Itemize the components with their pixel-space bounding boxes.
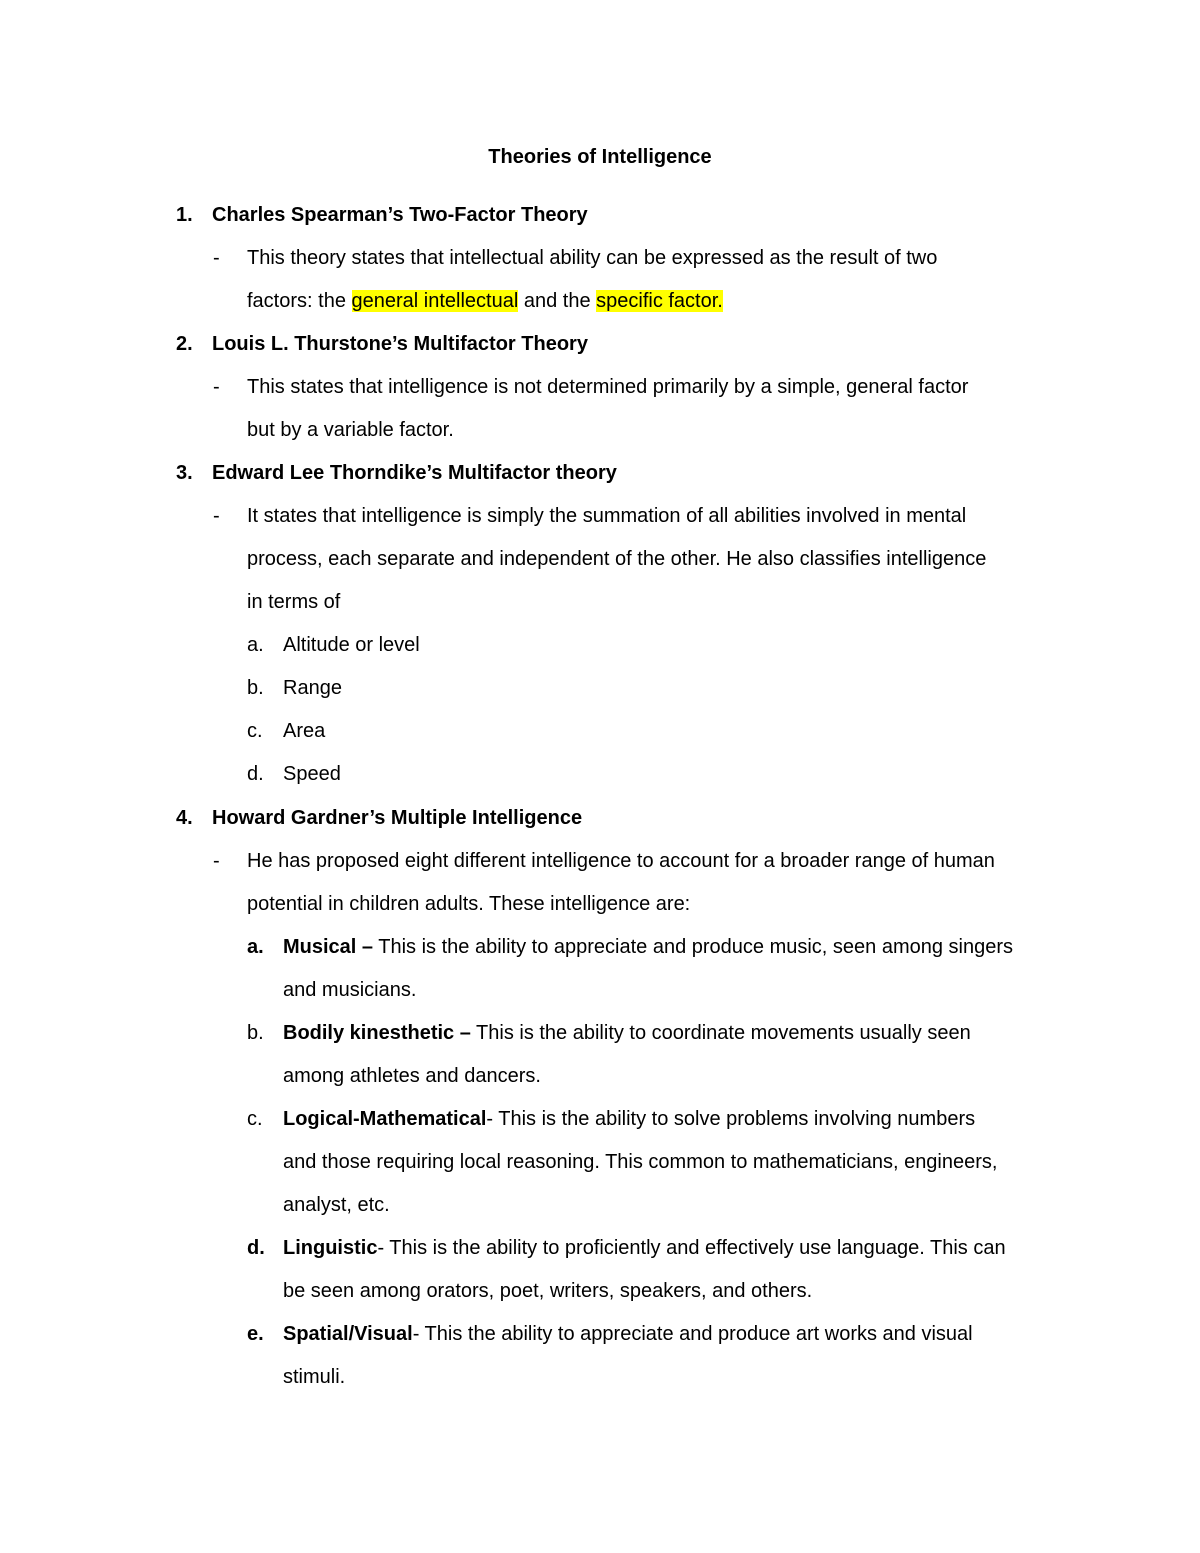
item-description: and those requiring local reasoning. This common to mathematicians, engineers, [283,1151,998,1173]
section-number: 3. [176,462,193,484]
section-4-line-1 [0,847,1200,875]
list-item-text [283,1320,973,1348]
intelligence-term: Linguistic [283,1237,378,1259]
intelligence-term: Musical – [283,936,374,958]
highlighted-term: specific factor. [596,290,723,312]
item-description: - This the ability to appreciate and produce art works and visual [412,1323,973,1345]
body-text: and the [518,290,597,312]
list-item-text [283,1019,971,1047]
section-number: 2. [176,333,193,355]
list-item-label: b. [247,677,264,699]
item-description: This is the ability to appreciate and produce music, seen among singers [373,936,1014,958]
section-heading: Louis L. Thurstone’s Multifactor Theory [212,333,588,355]
list-item [0,717,1200,745]
item-description: analyst, etc. [283,1194,390,1216]
item-description: among athletes and dancers. [283,1065,541,1087]
section-number: 4. [176,807,193,829]
section-heading: Howard Gardner’s Multiple Intelligence [212,807,583,829]
body-text: This theory states that intellectual ability can be expressed as the result of two [247,247,938,269]
section-number: 1. [176,204,193,226]
item-description: - This is the ability to solve problems involving numbers [486,1108,976,1130]
list-item-text [283,933,1013,961]
list-item-text: Speed [283,763,341,785]
section-heading: Charles Spearman’s Two-Factor Theory [212,204,588,226]
highlighted-term: general intellectual [351,290,519,312]
body-text: This states that intelligence is not determined primarily by a simple, general factor [247,376,969,398]
list-item [0,1019,1200,1047]
list-item [0,933,1200,961]
body-text: in terms of [247,591,341,613]
item-description: be seen among orators, poet, writers, speakers, and others. [283,1280,813,1302]
bullet-dash: - [213,247,220,269]
list-item [0,1320,1200,1348]
list-item-text [283,1105,975,1133]
list-item [0,760,1200,788]
list-item-label: c. [247,1108,263,1130]
intelligence-term: Bodily kinesthetic – [283,1022,471,1044]
item-description: - This is the ability to proficiently and effectively use language. This can [377,1237,1006,1259]
section-3-heading-row [0,459,1200,487]
list-item-label: c. [247,720,263,742]
list-item [0,1105,1200,1133]
list-item-text: Range [283,677,342,699]
section-2-line-1 [0,373,1200,401]
list-item-label: a. [247,936,264,958]
section-1-heading-row [0,201,1200,229]
body-text: factors: the [247,290,352,312]
section-1-line-2 [247,287,723,315]
item-description: This is the ability to coordinate movements usually seen [470,1022,971,1044]
list-item [0,1234,1200,1262]
item-description: and musicians. [283,979,417,1001]
body-text: It states that intelligence is simply the summation of all abilities involved in mental [247,505,967,527]
bullet-dash: - [213,376,220,398]
list-item [0,631,1200,659]
list-item-text: Altitude or level [283,634,420,656]
item-description: stimuli. [283,1366,346,1388]
list-item-label: d. [247,1237,265,1259]
list-item-label: b. [247,1022,264,1044]
body-text: process, each separate and independent of the other. He also classifies intelligence [247,548,987,570]
section-1-line-1 [0,244,1200,272]
section-4-heading-row [0,804,1200,832]
list-item-label: d. [247,763,264,785]
list-item-text [283,1234,1006,1262]
bullet-dash: - [213,850,220,872]
document-title: Theories of Intelligence [488,146,712,168]
body-text: but by a variable factor. [247,419,454,441]
body-text: He has proposed eight different intelligence to account for a broader range of human [247,850,995,872]
list-item-label: e. [247,1323,264,1345]
intelligence-term: Logical-Mathematical [283,1108,487,1130]
list-item-label: a. [247,634,264,656]
section-2-heading-row [0,330,1200,358]
bullet-dash: - [213,505,220,527]
intelligence-term: Spatial/Visual [283,1323,413,1345]
body-text: potential in children adults. These intelligence are: [247,893,691,915]
section-3-line-1 [0,502,1200,530]
list-item-text: Area [283,720,326,742]
section-heading: Edward Lee Thorndike’s Multifactor theory [212,462,617,484]
list-item [0,674,1200,702]
